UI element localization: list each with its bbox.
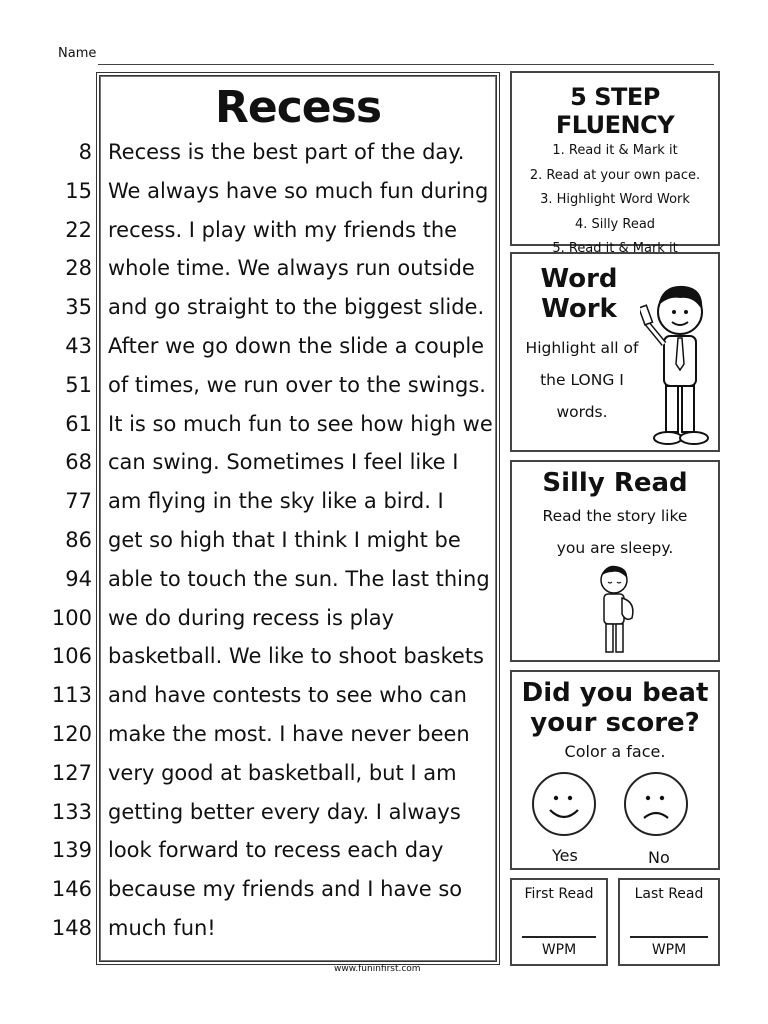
word-count: 61: [65, 412, 92, 436]
beat-score-title: [512, 678, 718, 738]
last-read-label: Last Read: [634, 886, 704, 902]
story-line: because my friends and I have so: [108, 877, 463, 901]
fluency-step: 3. Highlight Word Work: [540, 192, 690, 207]
word-count: 22: [65, 218, 92, 242]
silly-read-text: [512, 500, 718, 564]
word-work-box: [510, 252, 720, 452]
story-line: Recess is the best part of the day.: [108, 140, 465, 164]
story-line: It is so much fun to see how high we: [108, 412, 493, 436]
happy-face-icon[interactable]: [532, 772, 596, 836]
fluency-step: 2. Read at your own pace.: [529, 167, 701, 183]
fluency-title: 5 STEP FLUENCY: [555, 83, 675, 139]
beat-score-title-line: Did you beat: [521, 678, 709, 708]
word-count: 8: [78, 140, 92, 164]
word-work-title-line: Work: [541, 294, 617, 324]
word-count: 35: [65, 295, 92, 319]
first-read-input-line[interactable]: [522, 936, 596, 938]
word-count: 86: [65, 528, 92, 552]
word-count: 68: [65, 450, 92, 474]
word-count: 100: [51, 606, 92, 630]
word-work-title-line: Word: [540, 264, 618, 294]
story-line: recess. I play with my friends the: [108, 218, 458, 242]
word-count: 51: [65, 373, 92, 397]
last-read-box: [618, 878, 720, 966]
story-line: whole time. We always run outside: [108, 256, 475, 280]
word-count: 28: [65, 256, 92, 280]
word-count: 139: [51, 838, 92, 862]
sleepy-boy-icon: [592, 562, 638, 658]
boy-with-highlighter-icon: [640, 272, 712, 448]
story-line: much fun!: [108, 916, 216, 940]
story-line: am flying in the sky like a bird. I: [108, 489, 444, 513]
name-line[interactable]: [98, 64, 714, 65]
word-work-text: [518, 332, 646, 428]
word-count: 77: [65, 489, 92, 513]
story-title: Recess: [214, 82, 382, 133]
story-line: basketball. We like to shoot baskets: [108, 644, 484, 668]
first-read-label: First Read: [524, 886, 594, 902]
word-work-title: [520, 264, 638, 324]
fluency-step: 5. Read it & Mark it: [552, 241, 678, 256]
story-line: After we go down the slide a couple: [108, 334, 485, 358]
word-work-text-line: Highlight all of: [525, 339, 639, 357]
fluency-step: 1. Read it & Mark it: [552, 143, 678, 158]
story-line: very good at basketball, but I am: [108, 761, 457, 785]
story-line: get so high that I think I might be: [108, 528, 461, 552]
story-box: [96, 72, 500, 965]
footer-site: www.funinfirst.com: [334, 964, 421, 974]
word-count: 133: [51, 800, 92, 824]
word-count: 127: [51, 761, 92, 785]
story-line: able to touch the sun. The last thing: [108, 567, 490, 591]
word-count: 106: [51, 644, 92, 668]
word-count: 120: [51, 722, 92, 746]
first-read-box: [510, 878, 608, 966]
word-work-text-line: the LONG I: [540, 371, 624, 389]
color-face-instruction: Color a face.: [564, 742, 666, 761]
silly-read-box: [510, 460, 720, 662]
fluency-step: 4. Silly Read: [574, 216, 656, 232]
word-count: 43: [65, 334, 92, 358]
story-line: can swing. Sometimes I feel like I: [108, 450, 459, 474]
yes-label: Yes: [552, 846, 578, 865]
wpm-label: WPM: [651, 942, 687, 958]
fluency-box: [510, 71, 720, 256]
word-count: 15: [65, 179, 92, 203]
story-line: We always have so much fun during: [108, 179, 489, 203]
word-count: 113: [51, 683, 92, 707]
word-count: 94: [65, 567, 92, 591]
wpm-label: WPM: [541, 942, 577, 958]
story-line: and go straight to the biggest slide.: [108, 295, 485, 319]
word-work-text-line: words.: [556, 403, 608, 421]
silly-read-title: Silly Read: [542, 468, 688, 498]
beat-score-box: [510, 670, 720, 870]
silly-read-text-line: Read the story like: [542, 507, 688, 525]
story-line: make the most. I have never been: [108, 722, 470, 746]
story-line: look forward to recess each day: [108, 838, 444, 862]
beat-score-title-line: your score?: [530, 708, 700, 738]
silly-read-text-line: you are sleepy.: [556, 539, 674, 557]
word-count: 148: [51, 916, 92, 940]
name-label: Name: [58, 46, 97, 61]
story-line: and have contests to see who can: [108, 683, 467, 707]
story-line: getting better every day. I always: [108, 800, 461, 824]
story-line: we do during recess is play: [108, 606, 395, 630]
no-label: No: [648, 848, 670, 867]
last-read-input-line[interactable]: [630, 936, 708, 938]
story-line: of times, we run over to the swings.: [108, 373, 486, 397]
sad-face-icon[interactable]: [624, 772, 688, 836]
word-count: 146: [51, 877, 92, 901]
